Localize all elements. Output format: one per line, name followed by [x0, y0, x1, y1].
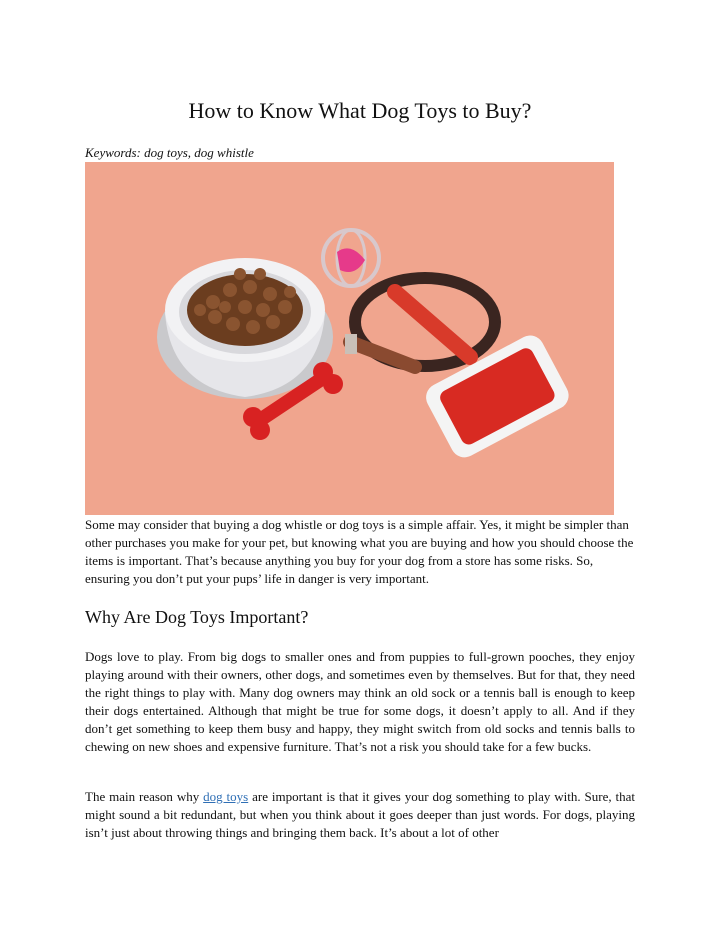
dog-supplies-photo: [85, 162, 614, 515]
body-paragraph: Dogs love to play. From big dogs to smaller ones and from puppies to full-grown pooches, they enjoy playing around with their owners, other dogs, and sometimes even by themselves. But for that, they need the right things to play with. Many dog owners may think an old sock or a tennis ball is enough to keep their dogs entertained. Although that might be true for some dogs, it doesn’t apply to all. And if they don’t get something to keep them busy and happy, they might switch from old socks and tennis balls to chewing on new shoes and expensive furniture. That’s not a risk you should take for a few bucks.: [85, 649, 635, 754]
paragraph-text-before-link: The main reason why: [85, 789, 204, 804]
keywords-line: Keywords: dog toys, dog whistle: [85, 145, 254, 160]
intro-paragraph: Some may consider that buying a dog whistle or dog toys is a simple affair. Yes, it might be simpler than other purchases you make for your pet, but knowing what you are buying and how you should choose the items is important. That’s because anything you buy for your dog from a store has some risks. So, ensuring you don’t put your pups’ life in danger is very important.: [85, 517, 634, 586]
body-paragraph-with-link: [85, 788, 635, 842]
section-heading: Why Are Dog Toys Important?: [85, 607, 309, 627]
dog-toys-link[interactable]: dog toys: [203, 789, 249, 804]
food-bowl-icon: [157, 258, 333, 399]
page-title: How to Know What Dog Toys to Buy?: [188, 98, 532, 123]
paragraph-text-after-link: are important is that it gives your dog something to play with. Sure, that might sound a bit redundant, but when you think about it goes deeper than just words. For dogs, playing isn’t just about throwing things and bringing them back. It’s about a lot of other: [85, 789, 636, 840]
